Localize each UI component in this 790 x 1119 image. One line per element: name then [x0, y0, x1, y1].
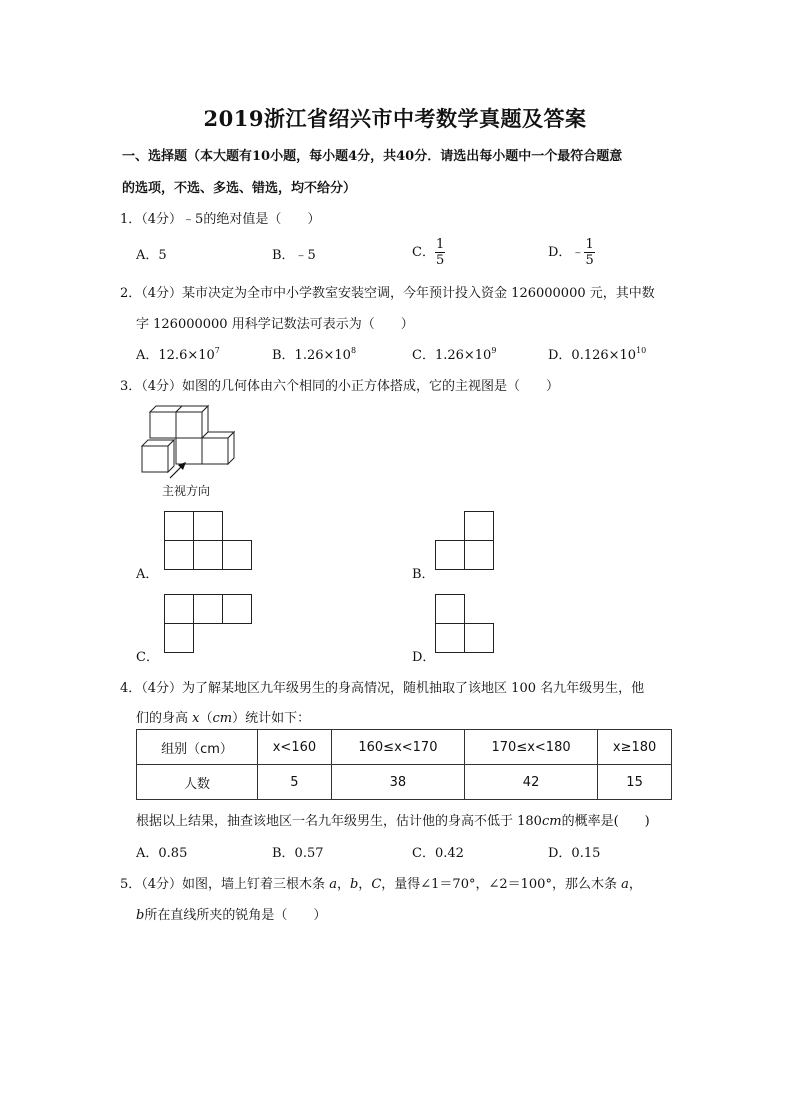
- unit: cm: [212, 711, 233, 726]
- section-heading-line1: 一、选择题（本大题有10小题，每小题4分，共40分．请选出每小题中一个最符合题意: [122, 149, 623, 164]
- table-cell: 人数: [137, 765, 258, 800]
- q2-option-c: [412, 344, 496, 363]
- q4-stem-line2: [136, 707, 310, 726]
- q1-option-d-prefix: D．﹣: [548, 245, 585, 260]
- q3-option-d-figure: [435, 594, 497, 655]
- text: 的概率是( ): [561, 814, 650, 829]
- text: ，: [336, 877, 350, 892]
- variable: C: [371, 877, 382, 892]
- cube-stack-figure: [136, 400, 246, 480]
- table-cell: 160≤x<170: [331, 730, 464, 765]
- option-text: D．0.126×10: [548, 348, 637, 363]
- exponent: 7: [214, 346, 220, 355]
- q3-stem: 3．（4分）如图的几何体由六个相同的小正方体搭成，它的主视图是（ ）: [120, 379, 560, 394]
- text: ，: [358, 877, 372, 892]
- q1-option-c-fraction: [435, 237, 445, 268]
- option-text: A．12.6×10: [136, 348, 215, 363]
- height-stats-table: [136, 729, 672, 800]
- q5-stem-line1: [120, 873, 642, 892]
- q4-option-a: A．0.85: [136, 846, 188, 861]
- table-cell: 170≤x<180: [465, 730, 598, 765]
- unit: cm: [541, 814, 562, 829]
- table-cell: 42: [465, 765, 598, 800]
- q4-option-c: C．0.42: [412, 846, 464, 861]
- text: 5．（4分）如图，墙上钉着三根木条: [120, 877, 330, 892]
- q4-option-d: D．0.15: [548, 846, 601, 861]
- variable: a: [329, 877, 337, 892]
- fraction-denominator: 5: [585, 253, 594, 268]
- table-row: [137, 765, 672, 800]
- q4-option-b: B．0.57: [272, 846, 324, 861]
- q2-stem-line1: 2．（4分）某市决定为全市中小学教室安装空调，今年预计投入资金 126000000 元，其中数: [120, 286, 655, 301]
- table-cell: x≥180: [598, 730, 672, 765]
- table-cell: 38: [331, 765, 464, 800]
- q4-stem-line1: 4．（4分）为了解某地区九年级男生的身高情况，随机抽取了该地区 100 名九年级男生，他: [120, 681, 645, 696]
- q1-option-d: [548, 237, 595, 268]
- text: ）统计如下：: [232, 711, 311, 726]
- q1-option-c: [412, 237, 445, 268]
- text: 根据以上结果，抽查该地区一名九年级男生，估计他的身高不低于 180: [136, 814, 542, 829]
- q3-option-c-figure: [164, 594, 254, 655]
- fraction-numerator: 1: [585, 237, 594, 252]
- exponent: 10: [636, 346, 647, 355]
- cube-front-face: [150, 412, 176, 438]
- q4-question: [136, 810, 650, 829]
- q3-option-b-label: B．: [412, 567, 435, 582]
- cube-front-face: [202, 438, 228, 464]
- table-cell: x<160: [258, 730, 332, 765]
- option-text: B．1.26×10: [272, 348, 351, 363]
- q2-option-b: [272, 344, 356, 363]
- section-heading-line2: 的选项，不选、多选、错选，均不给分）: [122, 181, 357, 196]
- text: ，: [628, 877, 642, 892]
- q3-option-c-label: C．: [136, 650, 159, 665]
- q5-stem-line2: [136, 904, 326, 923]
- cube-side-face: [168, 440, 174, 472]
- variable: a: [621, 877, 629, 892]
- q2-option-d: [548, 344, 646, 363]
- cube-side-face: [228, 432, 234, 464]
- variable: x: [192, 711, 200, 726]
- variable: b: [136, 908, 145, 923]
- q1-stem: 1．（4分）﹣5的绝对值是（ ）: [120, 212, 321, 227]
- q1-option-b: B．﹣5: [272, 248, 316, 263]
- option-text: C．1.26×10: [412, 348, 492, 363]
- figure-caption: 主视方向: [162, 484, 211, 498]
- fraction-denominator: 5: [435, 253, 445, 268]
- text: 们的身高: [136, 711, 193, 726]
- q1-option-a: A．5: [136, 248, 167, 263]
- q3-option-a-figure: [164, 511, 254, 572]
- q3-option-b-figure: [435, 511, 497, 572]
- variable: b: [349, 877, 359, 892]
- table-cell: 15: [598, 765, 672, 800]
- q3-option-a-label: A．: [136, 567, 159, 582]
- table-row: [137, 730, 672, 765]
- exponent: 9: [491, 346, 497, 355]
- text: ，量得∠1＝70°，∠2＝100°，那么木条: [381, 877, 622, 892]
- exponent: 8: [350, 346, 357, 355]
- cube-front-face: [176, 438, 202, 464]
- q1-option-c-prefix: C．: [412, 245, 435, 260]
- cube-front-face: [142, 446, 168, 472]
- q2-option-a: [136, 344, 220, 363]
- cube-front-face: [176, 412, 202, 438]
- table-cell: 5: [258, 765, 332, 800]
- text: （: [199, 711, 213, 726]
- q1-option-d-fraction: [584, 237, 594, 268]
- q2-stem-line2: 字 126000000 用科学记数法可表示为（ ）: [136, 317, 414, 332]
- table-cell: 组别（cm）: [137, 730, 258, 765]
- fraction-numerator: 1: [435, 237, 445, 252]
- text: 所在直线所夹的锐角是（ ）: [144, 908, 327, 923]
- page-title: 2019浙江省绍兴市中考数学真题及答案: [203, 106, 587, 131]
- q3-option-d-label: D．: [412, 650, 436, 665]
